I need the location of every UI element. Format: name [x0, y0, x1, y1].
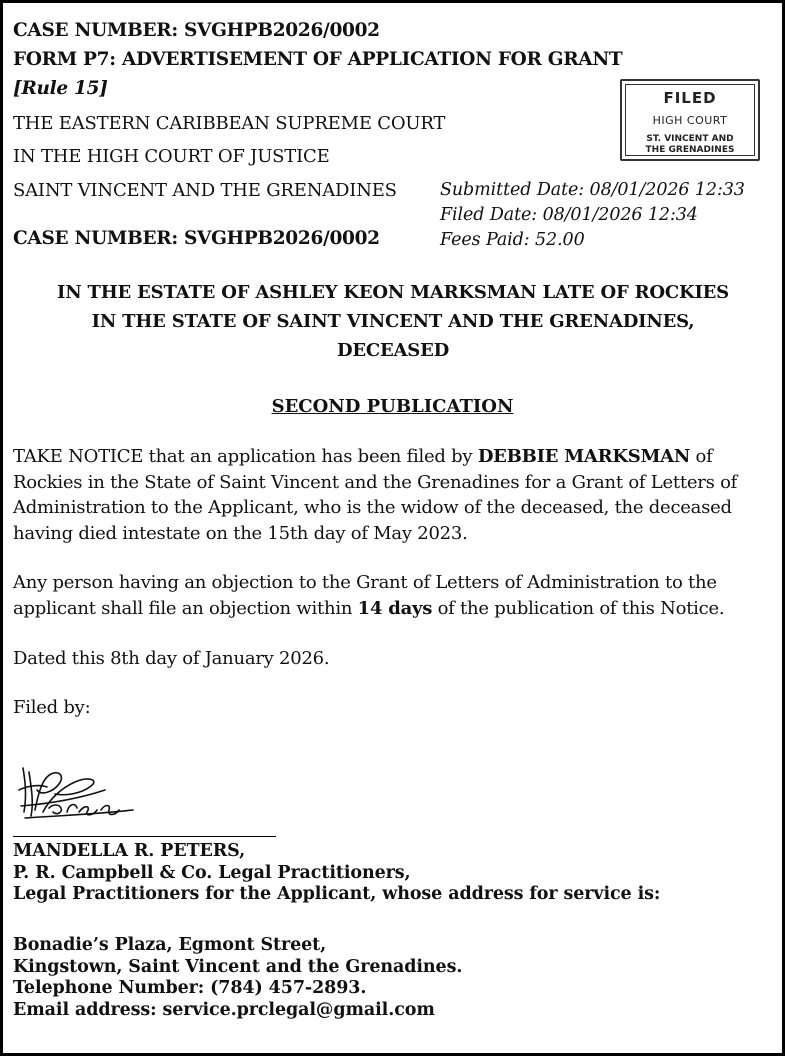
signature-line: [13, 836, 276, 837]
submitted-date: Submitted Date: 08/01/2026 12:33: [440, 180, 745, 200]
rule-reference: [Rule 15]: [13, 78, 108, 99]
stamp-court: HIGH COURT: [652, 114, 728, 127]
address-line1: Bonadie’s Plaza, Egmont Street,: [13, 935, 327, 955]
notice-line1-text: TAKE NOTICE that an application has been filed by: [13, 446, 478, 467]
stamp-place-line2: THE GRENADINES: [645, 145, 735, 155]
notice-line3: Administration to the Applicant, who is the widow of the deceased, the deceased: [13, 497, 732, 518]
court-name: THE EASTERN CARIBBEAN SUPREME COURT: [13, 113, 446, 134]
filer-role: Legal Practitioners for the Applicant, whose address for service is:: [13, 884, 661, 904]
notice-paragraph: [13, 444, 783, 546]
filed-by-text: Filed by:: [13, 697, 91, 718]
objection-line2-text: applicant shall file an objection within: [13, 597, 358, 619]
estate-heading-line1: IN THE ESTATE OF ASHLEY KEON MARKSMAN LATE OF ROCKIES: [57, 282, 729, 303]
notice-line1: [13, 444, 783, 470]
filer-block: [13, 841, 660, 906]
telephone-number: Telephone Number: (784) 457-2893.: [13, 978, 367, 998]
objection-line2-end: of the publication of this Notice.: [432, 597, 725, 619]
filer-name: MANDELLA R. PETERS,: [13, 841, 246, 861]
court-jurisdiction: SAINT VINCENT AND THE GRENADINES: [13, 180, 397, 201]
filed-by-label: [13, 695, 783, 721]
case-number: CASE NUMBER: SVGHPB2026/0002: [13, 228, 380, 249]
objection-period: 14 days: [357, 597, 433, 619]
notice-line2: Rockies in the State of Saint Vincent and the Grenadines for a Grant of Letters of: [13, 471, 738, 493]
objection-line1: Any person having an objection to the Grant of Letters of Administration to the: [13, 572, 717, 593]
filed-stamp: [620, 79, 760, 161]
filer-firm: P. R. Campbell & Co. Legal Practitioners,: [13, 862, 411, 883]
dated-line: [13, 646, 783, 672]
form-title: FORM P7: ADVERTISEMENT OF APPLICATION FOR GRANT: [13, 49, 623, 70]
dated-text: Dated this 8th day of January 2026.: [13, 648, 330, 669]
stamp-place-line1: ST. VINCENT AND: [646, 134, 734, 144]
signature-icon: [15, 760, 140, 830]
filed-date: Filed Date: 08/01/2026 12:34: [440, 205, 698, 225]
email-address: Email address: service.prclegal@gmail.com: [13, 999, 435, 1020]
estate-heading-line3: DECEASED: [336, 340, 450, 361]
estate-heading: [13, 278, 773, 365]
address-block: [13, 935, 462, 1021]
objection-line2: [13, 596, 783, 622]
court-division: IN THE HIGH COURT OF JUSTICE: [13, 146, 330, 167]
objection-paragraph: [13, 570, 783, 621]
applicant-name: DEBBIE MARKSMAN: [477, 446, 691, 467]
fees-paid: Fees Paid: 52.00: [440, 230, 585, 250]
stamp-place: [622, 134, 758, 156]
estate-heading-line2: IN THE STATE OF SAINT VINCENT AND THE GRENADINES,: [91, 311, 695, 332]
publication-heading: SECOND PUBLICATION: [271, 396, 514, 417]
notice-line4: having died intestate on the 15th day of May 2023.: [13, 522, 468, 544]
case-number-top: CASE NUMBER: SVGHPB2026/0002: [13, 20, 380, 41]
address-line2: Kingstown, Saint Vincent and the Grenadines.: [13, 956, 463, 977]
notice-line1-end: of: [690, 446, 713, 467]
stamp-title: FILED: [663, 89, 717, 107]
